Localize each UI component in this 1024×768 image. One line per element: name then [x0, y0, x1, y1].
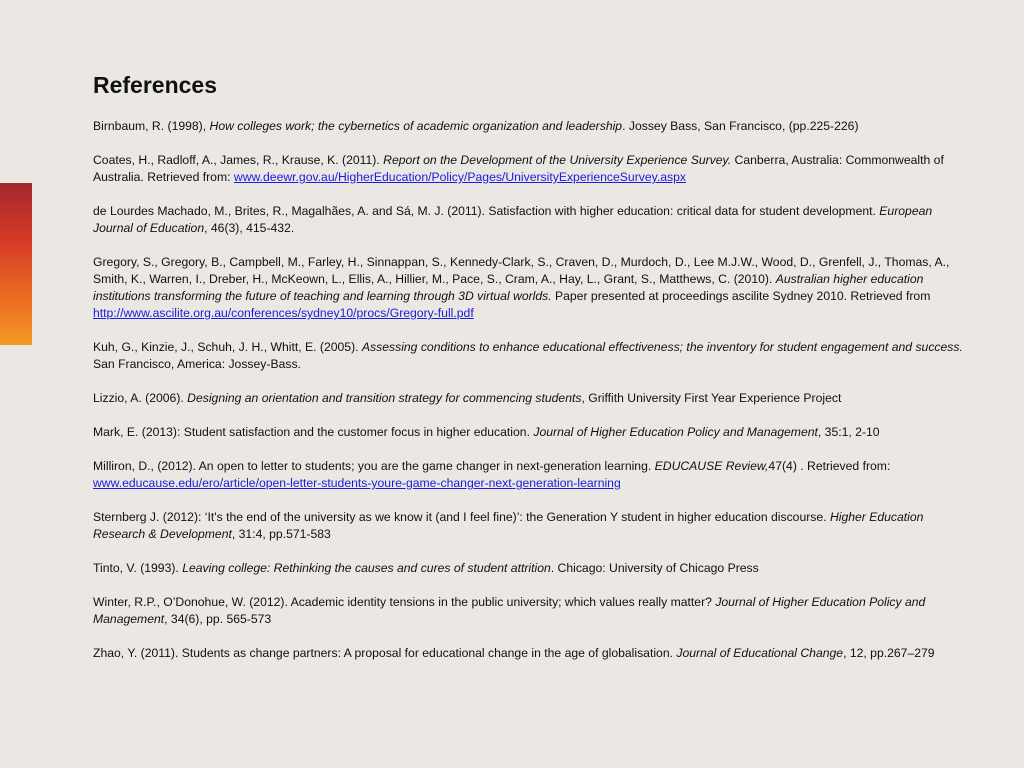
- reference-title: Assessing conditions to enhance educational effectiveness; the inventory for student engagement and success.: [361, 340, 963, 354]
- reference-details: Canberra, Australia: Commonwealth of Australia. Retrieved from:: [93, 153, 944, 184]
- reference-authors: de Lourdes Machado, M., Brites, R., Magalhães, A. and Sá, M. J. (2011). Satisfaction with higher education: critical data for student development.: [93, 204, 880, 218]
- reference-item: [93, 390, 973, 407]
- reference-item: [93, 509, 973, 543]
- reference-link[interactable]: www.deewr.gov.au/HigherEducation/Policy/Pages/UniversityExperienceSurvey.aspx: [233, 170, 686, 184]
- reference-title: EDUCAUSE Review,: [654, 459, 769, 473]
- reference-details: , Griffith University First Year Experience Project: [581, 391, 842, 405]
- reference-title: Designing an orientation and transition strategy for commencing students: [187, 391, 582, 405]
- reference-authors: Zhao, Y. (2011). Students as change partners: A proposal for educational change in the age of globalisation.: [93, 646, 677, 660]
- reference-authors: Sternberg J. (2012): ‘It's the end of the university as we know it (and I feel fine)’: the Generation Y student in higher education discourse.: [93, 510, 830, 524]
- reference-title: Higher Education Research & Development: [93, 510, 924, 541]
- reference-link[interactable]: http://www.ascilite.org.au/conferences/sydney10/procs/Gregory-full.pdf: [93, 306, 474, 320]
- reference-details: , 34(6), pp. 565-573: [164, 612, 272, 626]
- reference-title: How colleges work; the cybernetics of academic organization and leadership: [209, 119, 623, 133]
- reference-item: [93, 152, 973, 186]
- reference-item: [93, 594, 973, 628]
- reference-authors: Lizzio, A. (2006).: [93, 391, 188, 405]
- reference-authors: Tinto, V. (1993).: [93, 561, 183, 575]
- reference-details: . Jossey Bass, San Francisco, (pp.225-226): [622, 119, 859, 133]
- reference-details: . Chicago: University of Chicago Press: [550, 561, 759, 575]
- reference-item: [93, 560, 973, 577]
- reference-details: , 46(3), 415-432.: [204, 221, 295, 235]
- reference-authors: Birnbaum, R. (1998),: [93, 119, 210, 133]
- reference-authors: Winter, R.P., O’Donohue, W. (2012). Academic identity tensions in the public university; which values really matter?: [93, 595, 716, 609]
- reference-title: Australian higher education institutions transforming the future of teaching and learning through 3D virtual worlds.: [93, 272, 924, 303]
- reference-title: Journal of Educational Change: [676, 646, 844, 660]
- reference-title: Report on the Development of the University Experience Survey.: [383, 153, 732, 167]
- reference-item: [93, 203, 973, 237]
- reference-details: Paper presented at proceedings ascilite Sydney 2010. Retrieved from: [551, 289, 931, 303]
- reference-details: , 12, pp.267–279: [843, 646, 935, 660]
- reference-item: [93, 118, 973, 135]
- page-title: References: [93, 72, 218, 98]
- reference-title: European Journal of Education: [93, 204, 933, 235]
- reference-authors: Gregory, S., Gregory, B., Campbell, M., Farley, H., Sinnappan, S., Kennedy-Clark, S., Craven, D., Murdoch, D., Lee M.J.W., Wood, D., Grenfell, J., Thomas, A., Smith, K., Warren, I., Dreber, H., McKeown, L., Ellis, A., Hillier, M., Pace, S., Cram, A., Hay, L., Grant, S., Matthews, C. (2010).: [93, 255, 950, 286]
- accent-bar: [0, 183, 32, 345]
- reference-item: [93, 458, 973, 492]
- reference-title: Leaving college: Rethinking the causes and cures of student attrition: [182, 561, 551, 575]
- reference-details: , 31:4, pp.571-583: [231, 527, 331, 541]
- reference-item: [93, 424, 973, 441]
- reference-title: Journal of Higher Education Policy and Management: [533, 425, 818, 439]
- reference-details: , 35:1, 2-10: [817, 425, 880, 439]
- reference-link[interactable]: www.educause.edu/ero/article/open-letter-students-youre-game-changer-next-generation-learning: [93, 476, 621, 490]
- reference-authors: Mark, E. (2013): Student satisfaction and the customer focus in higher education.: [93, 425, 534, 439]
- reference-item: [93, 254, 973, 322]
- reference-authors: Coates, H., Radloff, A., James, R., Krause, K. (2011).: [93, 153, 384, 167]
- reference-authors: Kuh, G., Kinzie, J., Schuh, J. H., Whitt, E. (2005).: [93, 340, 362, 354]
- reference-list: [93, 118, 973, 679]
- reference-details: 47(4) . Retrieved from:: [768, 459, 891, 473]
- reference-item: [93, 339, 973, 373]
- reference-title: Journal of Higher Education Policy and Management: [93, 595, 926, 626]
- reference-authors: Milliron, D., (2012). An open to letter to students; you are the game changer in next-generation learning.: [93, 459, 655, 473]
- reference-item: [93, 645, 973, 662]
- reference-details: San Francisco, America: Jossey-Bass.: [93, 357, 301, 371]
